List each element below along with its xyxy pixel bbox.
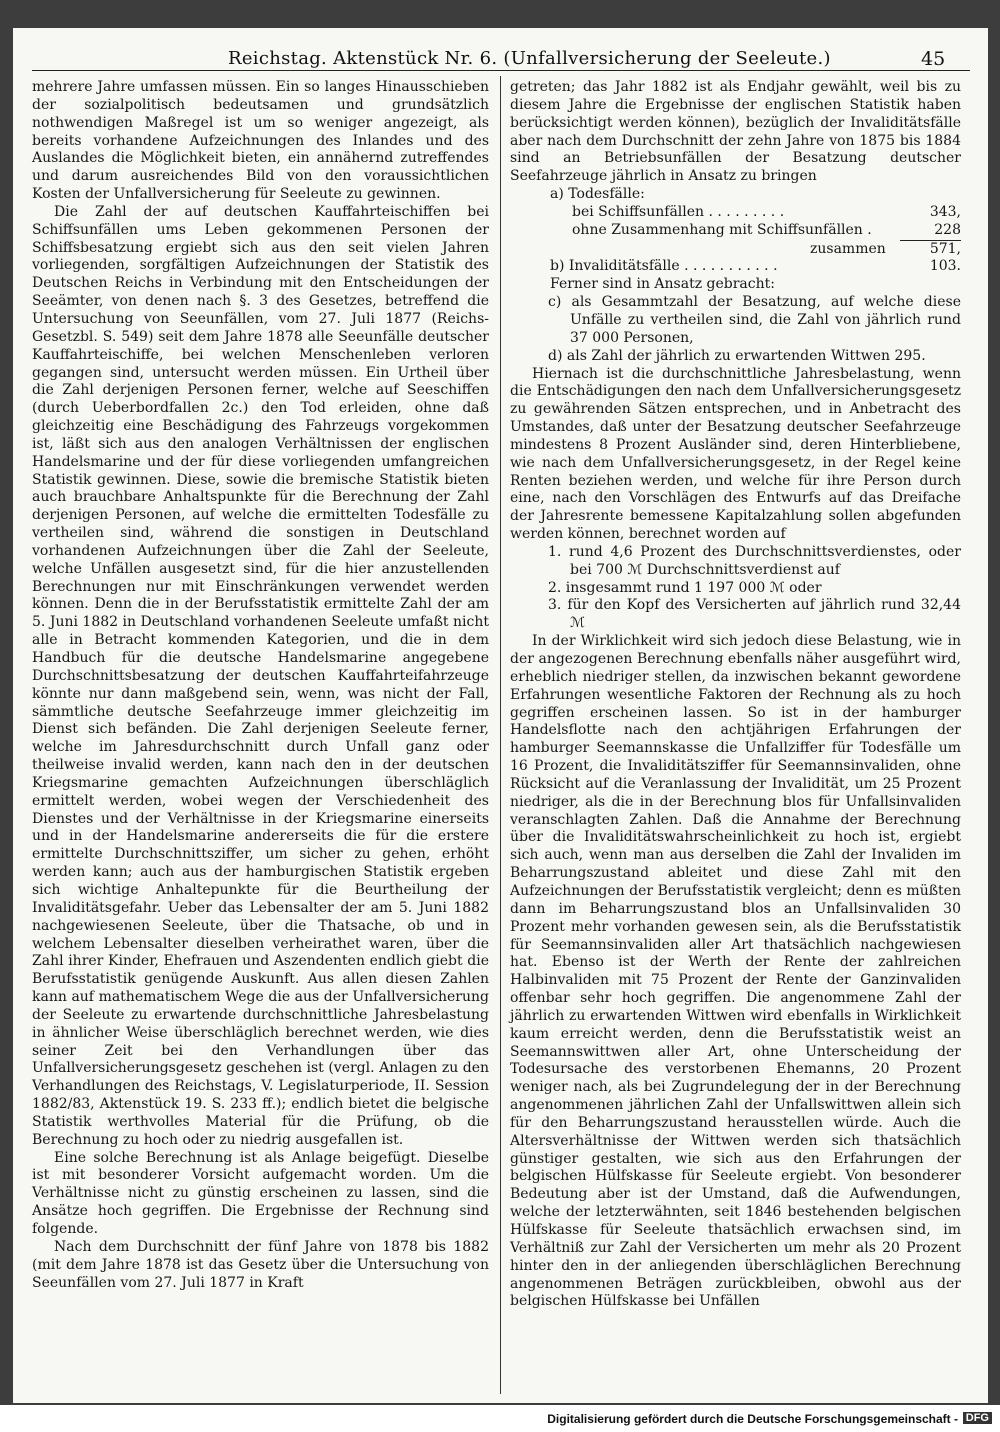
table-row (510, 204, 961, 222)
list-item: d) als Zahl der jährlich zu erwartenden Wittwen 295. (548, 347, 926, 364)
sum-label: zusammen (810, 240, 886, 257)
paragraph: mehrere Jahre umfassen müssen. Ein so langes Hinausschieben der sozialpolitisch bedeutsamen und grundsätzlich nothwendigen Maßregel ist um so weniger angezeigt, als bereits vorhandene Aufzeichnungen des Inlandes und des Auslandes die Möglichkeit bieten, ein annähernd zutreffendes und darum ausreichendes Bild von den voraussichtlichen Kosten der Unfallversicherung für Seeleute zu gewinnen. (32, 79, 489, 203)
row-value: 103. (929, 258, 961, 275)
list-item: c) als Gesammtzahl der Besatzung, auf welche diese Unfälle zu vertheilen sind, die Zahl von jährlich rund 37 000 Personen, (548, 294, 961, 346)
list-intro: Ferner sind in Ansatz gebracht: (550, 276, 775, 293)
dfg-logo: DFG (963, 1412, 992, 1424)
paragraph: Nach dem Durchschnitt der fünf Jahre von 1878 bis 1882 (mit dem Jahre 1878 ist das Gesetz über die Untersuchung von Seeunfällen vom 27. Juli 1877 in Kraft (32, 1238, 489, 1291)
paragraph: Hiernach ist die durchschnittliche Jahresbelastung, wenn die Entschädigungen den nach dem Unfallversicherungsgesetz zu gewährenden Sätzen entsprechen, und in Anbetracht des Umstandes, daß unter der Besatzung deutscher Seefahrzeuge mindestens 8 Prozent Ausländer sind, deren Hinterbliebene, wie nach dem Unfallversicherungsgesetz, in der Regel keine Renten beziehen werden, und welche für ihre Person durch eine, nach den Vorschlägen des Entwurfs auf das Dreifache der Jahresrente bemessene Kapitalzahlung sollen abgefunden werden können, berechnet worden auf (510, 365, 961, 543)
sum-value: 571, (929, 240, 961, 257)
row-value: 343, (929, 203, 961, 220)
column-divider (500, 76, 501, 1394)
header-title: Reichstag. Aktenstück Nr. 6. (Unfallversicherung der Seeleute.) (228, 48, 831, 69)
header-rule (32, 70, 970, 71)
paragraph: Eine solche Berechnung ist als Anlage beigefügt. Dieselbe ist mit besonderer Vorsicht aufgemacht worden. Um die Verhältnisse nicht zu günstig erscheinen zu lassen, sind die Ansätze hoch gegriffen. Die Ergebnisse der Rechnung sind folgende. (32, 1149, 489, 1237)
sum-row (510, 241, 961, 259)
left-column (32, 79, 489, 1292)
row-label: bei Schiffsunfällen . . . . . . . . . (572, 203, 785, 220)
right-column (510, 79, 961, 1311)
numbered-item: 3. für den Kopf des Versicherten auf jährlich rund 32,44 ℳ (548, 597, 961, 632)
paragraph: In der Wirklichkeit wird sich jedoch diese Belastung, wie in der angezogenen Berechnung ebenfalls näher ausgeführt wird, erheblich niedriger stellen, da inzwischen bekannt gewordene Erfahrungen wesentliche Faktoren der Rechnung als zu hoch gegriffen erscheinen lassen. So ist in der hamburger Handelsflotte nach den achtjährigen Erfahrungen der hamburger Seemannskasse die Unfallziffer für Todesfälle um 16 Prozent, die Invaliditätsziffer für Seemannsinvaliden, ohne Rücksicht auf die Veranlassung der Invalidität, um 25 Prozent niedriger, als die in der Berechnung blos für Unfallsinvaliden veranschlagten Zahlen. Daß die Annahme der Berechnung über die Invaliditätswahrscheinlichkeit zu hoch ist, ergiebt sich auch, wenn man aus derselben die Zahl der Invaliden im Beharrungszustand ableitet und diese Zahl mit den Aufzeichnungen der Berufsstatistik vergleicht; denn es müßten dann im Beharrungszustand blos an Unfallsinvaliden 30 Prozent mehr vorhanden gewesen sein, als die Berufsstatistik für Seemannsinvaliden aller Art thatsächlich nachgewiesen hat. Ebenso ist der Werth der Rente der zahlreichen Halbinvaliden mit 75 Prozent der Rente der Ganzinvaliden offenbar sehr hoch gegriffen. Die angenommene Zahl der jährlich zu erwartenden Wittwen wird ebenfalls in Wirklichkeit kaum erreicht werden, denn die Berufsstatistik weist an Seemannswittwen aller Art, ohne Unterscheidung der Todesursache des verstorbenen Ehemanns, 20 Prozent weniger nach, als bei Zugrundelegung der in der Berechnung angenommenen jährlichen Zahl der Unfallswittwen allein sich für den Beharrungszustand herausstellen würde. Auch die Altersverhältnisse der Wittwen werden sich thatsächlich günstiger gestalten, wie sich aus den Erfahrungen der belgischen Hülfskasse für Seeleute ergiebt. Von besonderer Bedeutung aber ist der Umstand, daß die Aufwendungen, welche der letzterwähnten, seit 1846 bestehenden belgischen Hülfskasse für Seeleute thatsächlich erwachsen sind, im Verhältniß zur Zahl der Versicherten um mehr als 20 Prozent hinter den in der anliegenden überschläglichen Berechnung angenommenen Beträgen zurückbleiben, obwohl aus der belgischen Hülfskasse bei Unfällen (510, 633, 961, 1310)
table-row (510, 222, 961, 240)
document-page (13, 28, 988, 1403)
paragraph: Die Zahl der auf deutschen Kauffahrteischiffen bei Schiffsunfällen ums Leben gekommenen Personen der Schiffsbesatzung ergiebt sich aus den seit vielen Jahren vorliegenden, sorgfältigen Aufzeichnungen der Statistik des Deutschen Reichs in Verbindung mit den Entscheidungen der Seeämter, von denen nach §. 3 des Gesetzes, betreffend die Untersuchung von Seeunfällen, vom 27. Juli 1877 (Reichs-Gesetzbl. S. 549) seit dem Jahre 1878 alle Seeunfälle deutscher Kauffahrteischiffe, bei welchen Menschenleben verloren gegangen sind, untersucht werden müssen. Ein Urtheil über die Zahl derjenigen Personen ferner, welche auf Seeschiffen (durch Ueberbordfallen 2c.) den Tod erleiden, ohne daß gleichzeitig eine Beschädigung des Fahrzeugs vorgekommen ist, läßt sich aus den analogen Verhältnissen der englischen Handelsmarine und der für diese vorliegenden umfangreichen Statistik gewinnen. Diese, sowie die bremische Statistik bieten auch brauchbare Anhaltspunkte für die Berechnung der Zahl derjenigen Personen, auf welche die ermittelten Todesfälle zu vertheilen sind, während die sonstigen in Deutschland vorhandenen Aufzeichnungen über die Zahl der Seeleute, welche Unfällen ausgesetzt sind, für die hier anzustellenden Berechnungen nur mit Einschränkungen verwendet werden können. Denn die in der Berufsstatistik ermittelte Zahl der am 5. Juni 1882 in Deutschland vorhandenen Seeleute umfaßt nicht alle in Betracht kommenden Kategorien, und die in dem Handbuch für die deutsche Handelsmarine angegebene Durchschnittsbesatzung der deutschen Kauffahrteifahrzeuge könnte nur dann maßgebend sein, wenn, was nicht der Fall, sämmtliche deutsche Seefahrzeuge immer gleichzeitig im Dienst sich befänden. Die Zahl derjenigen Seeleute ferner, welche im Jahresdurchschnitt durch Unfall ganz oder theilweise invalid werden, kann nach den in der deutschen Kriegsmarine gemachten Aufzeichnungen überschläglich ermittelt werden, wobei wegen der Verschiedenheit des Dienstes und der Verhältnisse in der Kriegsmarine einerseits und in der Handelsmarine andererseits die für die erstere ermittelte Durchschnittsziffer, um sicher zu gehen, erhöht werden kann; auch aus der hamburgischen Statistik ergeben sich wichtige Anhaltepunkte für die Beurtheilung der Invaliditätsgefahr. Ueber das Lebensalter der am 5. Juni 1882 nachgewiesenen Seeleute, über die Thatsache, ob und in welchem Lebensalter dieselben verheirathet waren, über die Zahl ihrer Kinder, Ehefrauen und Aszendenten endlich giebt die Berufsstatistik genügende Auskunft. Aus allen diesen Zahlen kann auf mathematischem Wege die aus der Unfallversicherung der Seeleute zu erwartende durchschnittliche Jahresbelastung in ähnlicher Weise überschläglich berechnet werden, wie dies seiner Zeit bei den Verhandlungen über das Unfallversicherungsgesetz geschehen ist (vergl. Anlagen zu den Verhandlungen des Reichstags, V. Legislaturperiode, II. Session 1882/83, Aktenstück 19. S. 233 ff.); endlich bietet die belgische Statistik werthvolles Material für die Prüfung, ob die Berechnung zu hoch oder zu niedrig ausgefallen ist. (32, 203, 489, 1148)
page-number: 45 (921, 48, 946, 70)
footer-bar (0, 1405, 1000, 1432)
row-value: 228 (934, 221, 961, 238)
numbered-item: 1. rund 4,6 Prozent des Durchschnittsverdienstes, oder bei 700 ℳ Durchschnittsverdienst auf (548, 543, 961, 578)
list-heading: a) Todesfälle: (550, 186, 645, 203)
table-row (510, 258, 961, 276)
running-header (13, 48, 988, 78)
paragraph: getreten; das Jahr 1882 ist als Endjahr gewählt, weil bis zu diesem Jahre die Ergebnisse der englischen Statistik haben berücksichtigt werden können), bezüglich der Invaliditätsfälle aber nach dem Durchschnitt der zehn Jahre von 1875 bis 1884 sind an Betriebsunfällen der Besatzung deutscher Seefahrzeuge jährlich in Ansatz zu bringen (510, 79, 961, 185)
row-label: ohne Zusammenhang mit Schiffsunfällen . (572, 221, 872, 238)
numbered-item: 2. insgesammt rund 1 197 000 ℳ oder (548, 579, 822, 596)
row-label: b) Invaliditätsfälle . . . . . . . . . . . (550, 258, 778, 275)
footer-credit: Digitalisierung gefördert durch die Deutsche Forschungsgemeinschaft - (547, 1412, 958, 1426)
